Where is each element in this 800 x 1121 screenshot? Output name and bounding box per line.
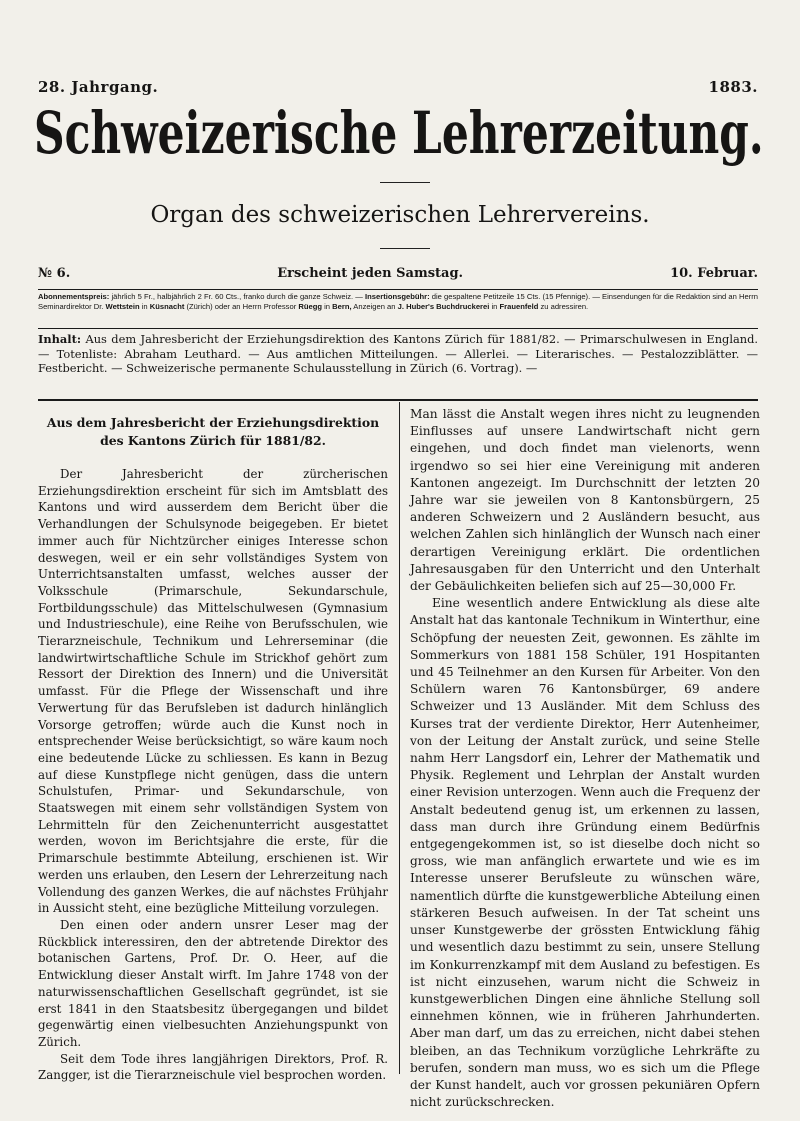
divider (38, 289, 758, 290)
newspaper-title: Schweizerische Lehrerzeitung. (34, 100, 764, 167)
paragraph: Seit dem Tode ihres langjährigen Direktors, Prof. R. Zangger, ist die Tierarzneischule viel besprochen worden. (38, 1051, 388, 1083)
contents-label: Inhalt: (38, 332, 82, 346)
publication-year: 1883. (708, 78, 758, 96)
volume-number: 28. Jahrgang. (38, 78, 159, 96)
article-title (38, 414, 388, 450)
contents-text: Aus dem Jahresbericht der Erziehungsdirektion des Kantons Zürich für 1881/82. — Primarschulwesen in England. — Totenliste: Abraham Leuthard. — Aus amtlichen Mitteilungen. — Allerlei. — Literarisches. — Pestalozziblätter. — Festbericht. — Schweizerische permanente Schulausstellung in Zürich (6. Vortrag). — (38, 332, 759, 375)
subscription-info (38, 292, 758, 312)
printer-place: Frauenfeld (499, 302, 539, 311)
publication-frequency: Erscheint jeden Samstag. (277, 266, 464, 281)
issue-number: № 6. (38, 266, 71, 281)
article-title-line: des Kantons Zürich für 1881/82. (100, 433, 326, 448)
insertion-text: die gespaltene Petitzeile 15 Cts. (15 Pfennige). — Einsendungen für die Redaktion sind an Herrn Seminardirektor Dr. (38, 292, 758, 311)
editor-name: Rüegg (298, 302, 322, 311)
article-title-line: Aus dem Jahresbericht der Erziehungsdirektion (46, 415, 380, 430)
table-of-contents (38, 332, 758, 376)
paragraph: Eine wesentlich andere Entwicklung als diese alte Anstalt hat das kantonale Technikum in Winterthur, eine Schöpfung der neuesten Zeit, gewonnen. Es zählte im Sommerkurs von 1881 158 Schüler, 191 Hospitanten und 45 Teilnehmer an den Kursen für Arbeiter. Von den Schülern waren 76 Kantonsbürger, 69 andere Schweizer und 13 Ausländer. Mit dem Schluss des Kurses trat der verdiente Direktor, Herr Autenheimer, von der Leitung der Anstalt zurück, und seine Stelle nahm Herr Langsdorf ein, Lehrer der Mathematik und Physik. Reglement und Lehrplan der Anstalt wurden einer Revision unterzogen. Wenn auch die Frequenz der Anstalt bedeutend genug ist, um erkennen zu lassen, dass man durch ihre Gründung einem Bedürfnis entgegengekommen ist, so ist dieselbe doch nicht so gross, wie man anfänglich erwartete und wie es im Interesse unserer Berufsleute zu wünschen wäre, namentlich dürfte die kunstgewerbliche Abteilung einen stärkeren Besuch aufweisen. In der Tat scheint uns unser Kunstgewerbe der grössten Entwicklung fähig und wesentlich dazu bestimmt zu sein, unsere Stellung im Konkurrenzkampf mit dem Ausland zu befestigen. Es ist nicht einzusehen, warum nicht die Schweiz in kunstgewerblichen Dingen eine ähnliche Stellung soll einnehmen können, wie in früheren Jahrhunderten. Aber man darf, um das zu erreichen, nicht dabei stehen bleiben, an das Technikum vorzügliche Lehrkräfte zu berufen, sondern man muss, wo es sich um die Pflege der Kunst handelt, auch vor grossen pekuniären Opfern nicht zurückschrecken. (410, 596, 760, 1110)
divider (38, 399, 758, 401)
divider (380, 248, 430, 249)
insertion-label: Insertionsgebühr: (365, 292, 430, 301)
text-fragment: in (324, 302, 331, 311)
paragraph: Der Jahresbericht der zürcherischen Erziehungsdirektion erscheint für sich im Amtsblatt des Kantons und wird ausserdem dem Bericht über die Verhandlungen der Schulsynode beigegeben. Er bietet immer auch für Nichtzürcher einiges Interesse schon deswegen, weil er ein sehr vollständiges System von Unterrichtsanstalten umfasst, welches ausser der Volksschule (Primarschule, Sekundarschule, Fortbildungsschule) das Mittelschulwesen (Gymnasium und Industrieschule), eine Reihe von Berufsschulen, wie Tierarzneischule, Technikum und Lehrerseminar (die landwirtwirtschaftliche Schule im Strickhof gehört zum Ressort der Direktion des Innern) und die Universität umfasst. Für die Pflege der Wissenschaft und ihre Verwertung für das Berufsleben ist dadurch hinlänglich Vorsorge getroffen; würde auch die Kunst noch in entsprechender Weise berücksichtigt, so wäre kaum noch eine bedeutende Lücke zu schliessen. Es kann in Bezug auf diese Kunstpflege nicht genügen, dass die untern Schulstufen, Primar- und Sekundarschule, von Staatswegen mit einem sehr vollständigen System von Lehrmitteln für den Zeichenunterricht ausgestattet werden, wovon im Berichtsjahre die erste, für die Primarschule bestimmte Abteilung, erschienen ist. Wir werden uns erlauben, den Lesern der Lehrerzeitung nach Vollendung des ganzen Werkes, die auf nächstes Frühjahr in Aussicht steht, eine bezügliche Mitteilung vorzulegen. (38, 467, 388, 916)
editor-place: Küsnacht (149, 302, 185, 311)
printer-name: J. Huber's Buchdruckerei (397, 302, 490, 311)
divider (380, 182, 430, 183)
masthead (34, 100, 764, 172)
newspaper-subtitle: Organ des schweizerischen Lehrervereins. (150, 202, 650, 228)
issue-date: 10. Februar. (670, 266, 758, 281)
subscription-text: jährlich 5 Fr., halbjährlich 2 Fr. 60 Cts., franko durch die ganze Schweiz. — (111, 292, 363, 301)
paragraph: Den einen oder andern unsrer Leser mag der Rückblick interessiren, den der abtretende Direktor des botanischen Gartens, Prof. Dr. O. Heer, auf die Entwicklung dieser Anstalt wirft. Im Jahre 1748 von der naturwissenschaftlichen Gesellschaft gegründet, ist sie erst 1841 in den Staatsbesitz übergegangen und bildet gegenwärtig einen vielbesuchten Anziehungspunkt von Zürich. (38, 917, 388, 1049)
text-fragment: (Zürich) oder an Herrn Professor (186, 302, 297, 311)
volume-line (38, 78, 758, 96)
article-column-left (38, 406, 388, 1084)
text-fragment: Anzeigen an (353, 302, 396, 311)
editor-name: Wettstein (105, 302, 140, 311)
article-column-right (410, 406, 760, 1111)
text-fragment: zu adressiren. (540, 302, 589, 311)
text-fragment: in (491, 302, 498, 311)
column-divider (399, 402, 400, 1074)
text-fragment: in (141, 302, 148, 311)
issue-line (38, 266, 758, 281)
subscription-label: Abonnementspreis: (38, 292, 110, 301)
paragraph: Man lässt die Anstalt wegen ihres nicht zu leugnenden Einflusses auf unsere Landwirtschaft nicht gern eingehen, und doch findet man vielenorts, wenn irgendwo so sei hier eine Vereinigung mit anderen Kantonen angezeigt. Im Durchschnitt der letzten 20 Jahre war sie jeweilen von 8 Kantonsbürgern, 25 anderen Schweizern und 2 Ausländern besucht, aus welchen Zahlen sich hinlänglich der Wunsch nach einer derartigen Vereinigung erklärt. Die ordentlichen Jahresausgaben für den Unterricht und den Unterhalt der Gebäulichkeiten beliefen sich auf 25—30,000 Fr. (410, 407, 760, 594)
divider (38, 328, 758, 329)
editor-place: Bern, (332, 302, 352, 311)
